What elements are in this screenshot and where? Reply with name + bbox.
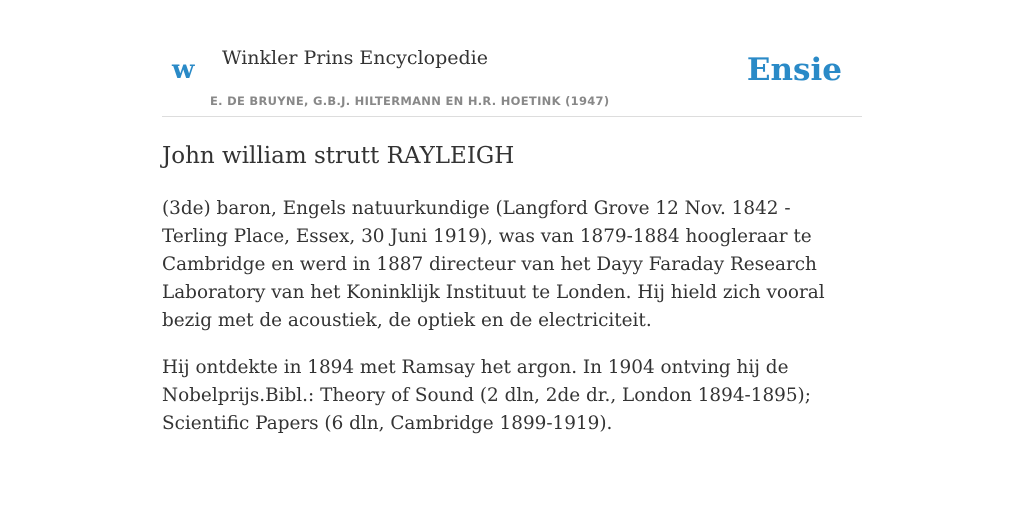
page-container [162, 0, 862, 438]
source-authors: E. DE BRUYNE, G.B.J. HILTERMANN EN H.R. HOETINK (1947) [210, 94, 610, 108]
source-header [162, 0, 862, 117]
source-title[interactable]: Winkler Prins Encyclopedie [222, 47, 488, 69]
ensie-logo[interactable]: Ensie [746, 52, 842, 88]
entry-title: John william strutt RAYLEIGH [162, 143, 515, 169]
entry-paragraph: Hij ontdekte in 1894 met Ramsay het argon. In 1904 ontving hij de Nobelprijs.Bibl.: Theory of Sound (2 dln, 2de dr., London 1894-1895); Scientific Papers (6 dln, Cambridge 1899-1919). [162, 357, 811, 434]
source-logo[interactable]: w [172, 55, 195, 85]
entry-paragraph: (3de) baron, Engels natuurkundige (Langford Grove 12 Nov. 1842 - Terling Place, Essex, 30 Juni 1919), was van 1879-1884 hoogleraar te Cambridge en werd in 1887 directeur van het Dayy Faraday Research Laboratory van het Koninklijk Instituut te Londen. Hij hield zich vooral bezig met de acoustiek, de optiek en de electriciteit. [162, 198, 825, 331]
entry-body [162, 195, 862, 438]
